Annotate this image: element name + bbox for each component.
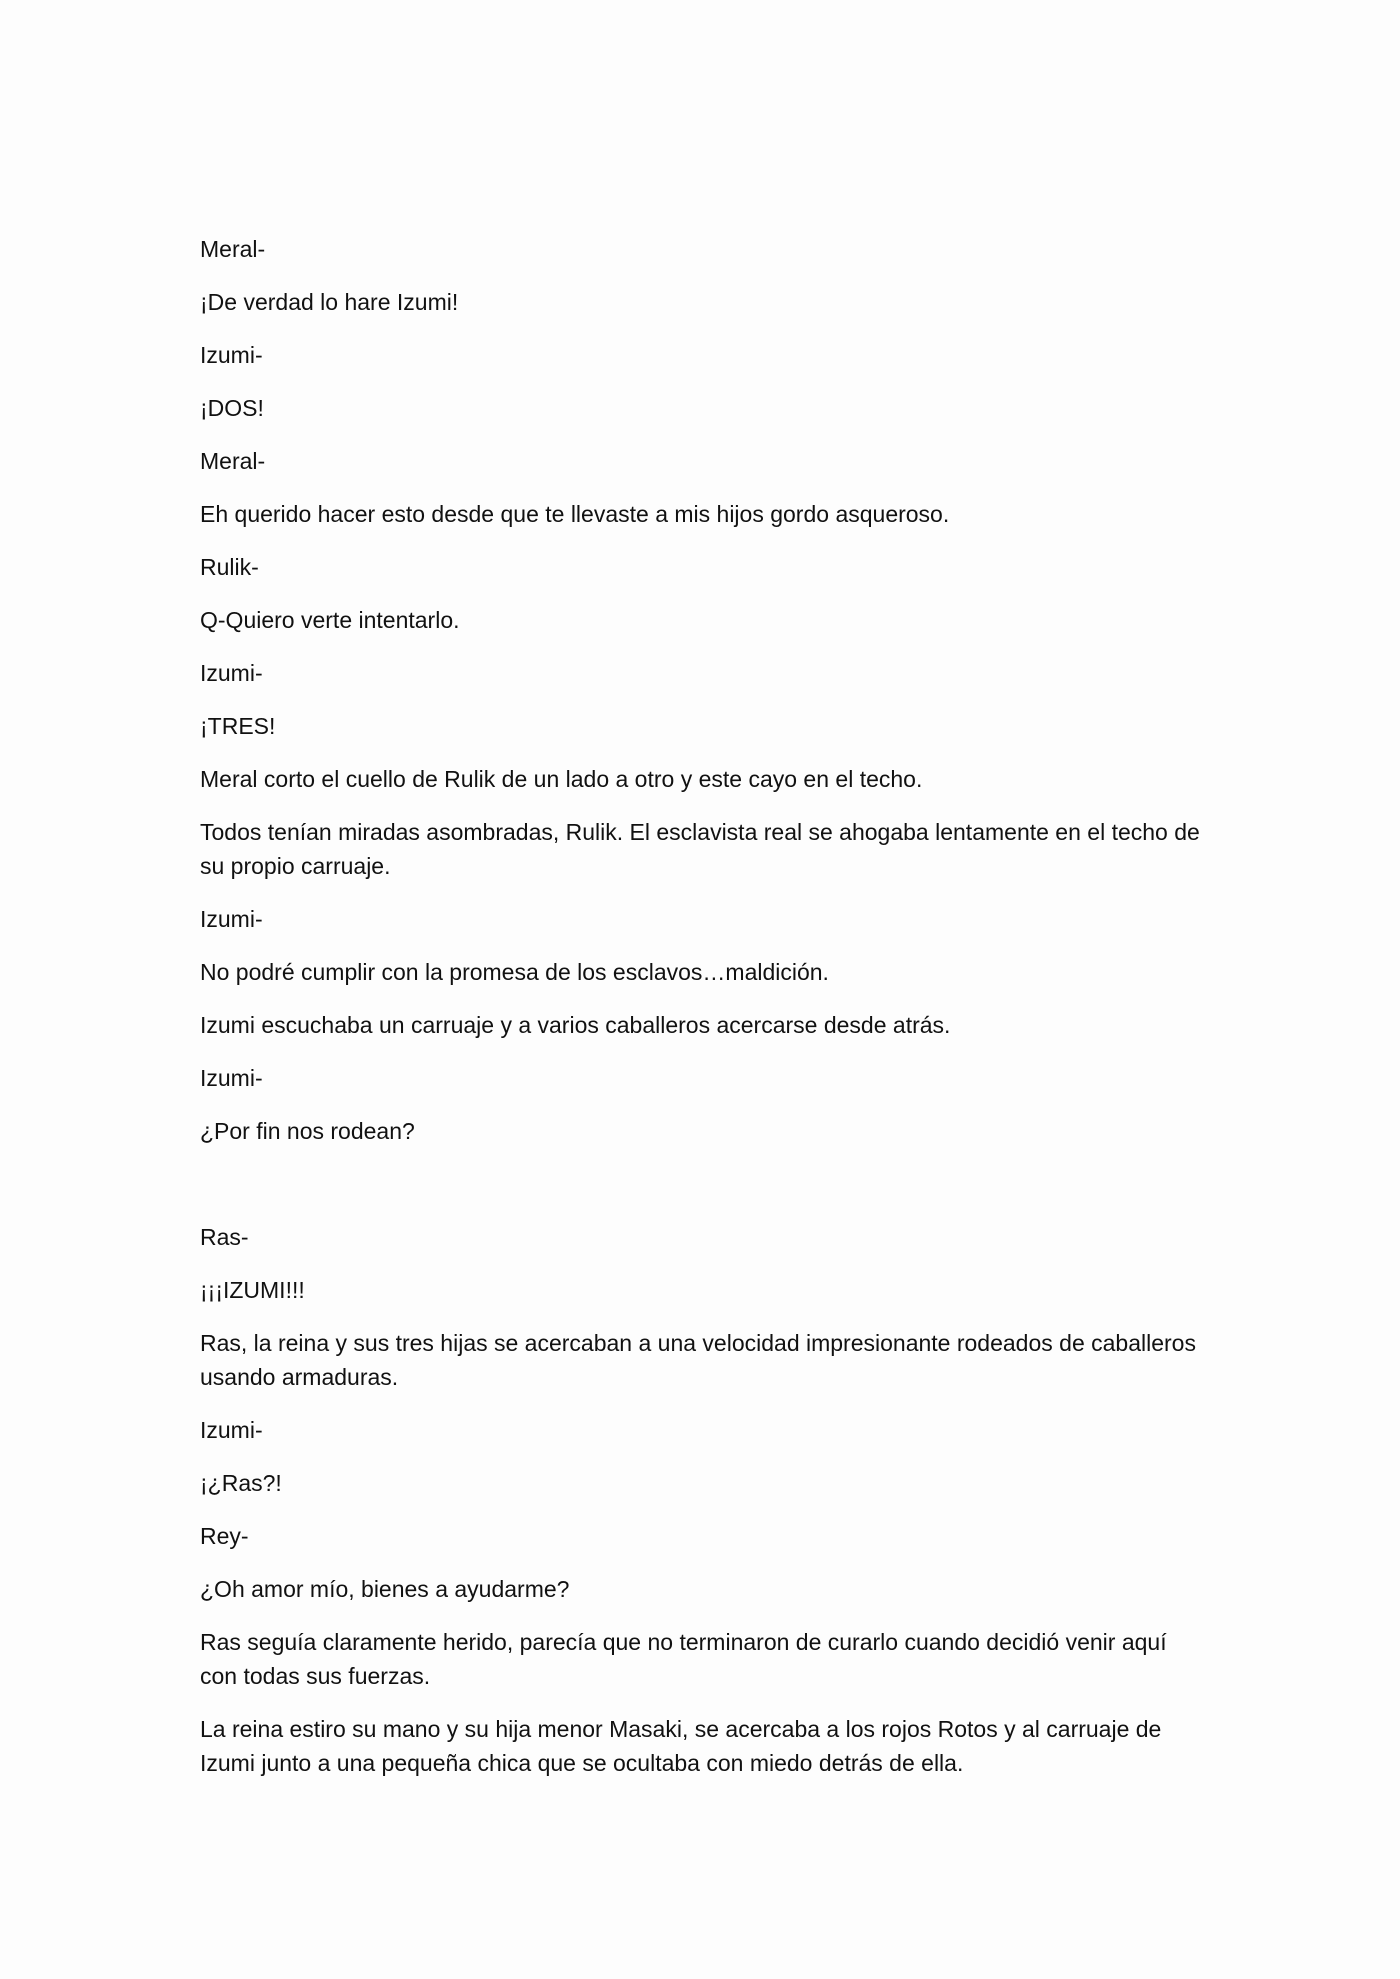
dialogue-line: No podré cumplir con la promesa de los esclavos…maldición. bbox=[200, 959, 829, 985]
speaker-label: Rulik- bbox=[200, 554, 259, 580]
blank-line bbox=[200, 1167, 1200, 1201]
document-body bbox=[200, 232, 1200, 1799]
speaker-label: Izumi- bbox=[200, 660, 263, 686]
dialogue-line: ¡TRES! bbox=[200, 713, 276, 739]
dialogue-line: ¡DOS! bbox=[200, 395, 264, 421]
speaker-label: Ras- bbox=[200, 1224, 249, 1250]
narration-paragraph: Izumi escuchaba un carruaje y a varios caballeros acercarse desde atrás. bbox=[200, 1012, 951, 1038]
speaker-label: Rey- bbox=[200, 1523, 249, 1549]
speaker-label: Izumi- bbox=[200, 1065, 263, 1091]
narration-paragraph: Meral corto el cuello de Rulik de un lado a otro y este cayo en el techo. bbox=[200, 766, 923, 792]
dialogue-line: ¡¿Ras?! bbox=[200, 1470, 282, 1496]
narration-paragraph: La reina estiro su mano y su hija menor Masaki, se acercaba a los rojos Rotos y al carruaje de Izumi junto a una pequeña chica que se ocultaba con miedo detrás de ella. bbox=[200, 1716, 1162, 1776]
narration-paragraph: Ras seguía claramente herido, parecía que no terminaron de curarlo cuando decidió venir aquí con todas sus fuerzas. bbox=[200, 1629, 1167, 1689]
dialogue-line: Eh querido hacer esto desde que te llevaste a mis hijos gordo asqueroso. bbox=[200, 501, 950, 527]
narration-paragraph: Ras, la reina y sus tres hijas se acercaban a una velocidad impresionante rodeados de caballeros usando armaduras. bbox=[200, 1330, 1196, 1390]
dialogue-line: ¿Oh amor mío, bienes a ayudarme? bbox=[200, 1576, 570, 1602]
dialogue-line: ¿Por fin nos rodean? bbox=[200, 1118, 415, 1144]
speaker-label: Meral- bbox=[200, 236, 266, 262]
dialogue-line: ¡¡¡IZUMI!!! bbox=[200, 1277, 305, 1303]
speaker-label: Izumi- bbox=[200, 342, 263, 368]
narration-paragraph: Todos tenían miradas asombradas, Rulik. El esclavista real se ahogaba lentamente en el techo de su propio carruaje. bbox=[200, 819, 1200, 879]
speaker-label: Meral- bbox=[200, 448, 266, 474]
dialogue-line: ¡De verdad lo hare Izumi! bbox=[200, 289, 459, 315]
speaker-label: Izumi- bbox=[200, 1417, 263, 1443]
speaker-label: Izumi- bbox=[200, 906, 263, 932]
dialogue-line: Q-Quiero verte intentarlo. bbox=[200, 607, 460, 633]
